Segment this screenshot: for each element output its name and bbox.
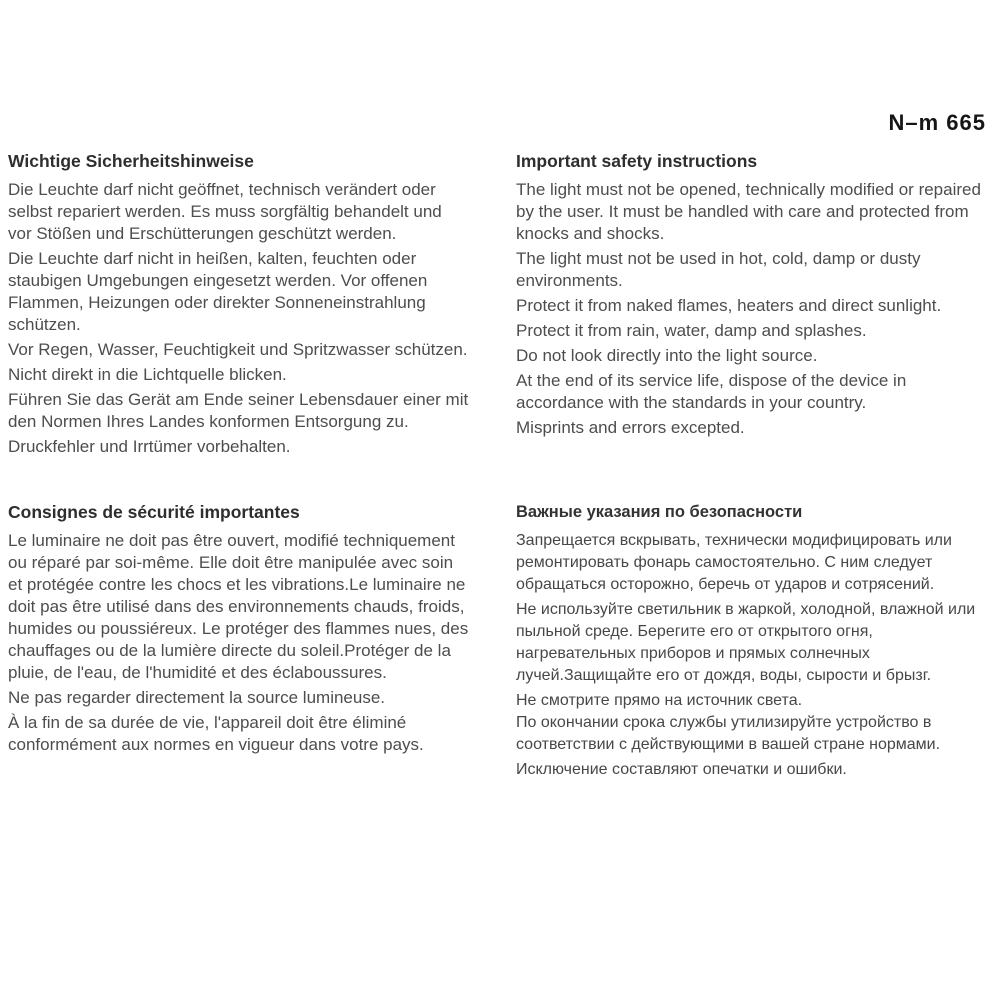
section-russian <box>516 501 994 784</box>
section-french <box>8 501 470 759</box>
sections-grid <box>8 150 994 784</box>
section-german <box>8 150 470 461</box>
paragraph: À la fin de sa durée de vie, l'appareil doit être éliminé conformément aux normes en vigueur dans votre pays. <box>8 713 424 754</box>
paragraph: The light must not be opened, technically modified or repaired by the user. It must be handled with care and protected from knocks and shocks. <box>516 180 981 243</box>
section-title-french: Consignes de sécurité importantes <box>8 502 300 522</box>
paragraph: Protect it from rain, water, damp and splashes. <box>516 321 867 340</box>
section-english <box>516 150 994 442</box>
section-title-english: Important safety instructions <box>516 151 758 171</box>
paragraph: Не используйте светильник в жаркой, холодной, влажной или пыльной среде. Берегите его от открытого огня, нагревательных приборов и прямых солнечных лучей.Защищайте его от дождя, воды, сырости и брызг. <box>516 601 976 684</box>
paragraph: Le luminaire ne doit pas être ouvert, modifié techniquement ou réparé par soi-même. Elle doit être manipulée avec soin et protégée contre les chocs et les vibrations.Le luminaire ne doit pas être utilisé dans des environnements chauds, froids, humides ou poussiéreux. Le protéger des flammes nues, des chauffages ou de la lumière directe du soleil.Protéger de la pluie, de l'eau, de l'humidité et des éclaboussures. <box>8 531 469 682</box>
paragraph: Ne pas regarder directement la source lumineuse. <box>8 688 386 707</box>
paragraph: Druckfehler und Irrtümer vorbehalten. <box>8 437 291 456</box>
paragraph: Führen Sie das Gerät am Ende seiner Lebensdauer einer mit den Normen Ihres Landes konformen Entsorgung zu. <box>8 390 469 431</box>
paragraph: The light must not be used in hot, cold, damp or dusty environments. <box>516 249 921 290</box>
section-title-german: Wichtige Sicherheitshinweise <box>8 151 254 171</box>
paragraph: Не смотрите прямо на источник света. <box>516 692 803 709</box>
paragraph: По окончании срока службы утилизируйте устройство в соответствии с действующими в вашей стране нормами. <box>516 714 941 753</box>
paragraph: Nicht direkt in die Lichtquelle blicken. <box>8 365 287 384</box>
paragraph: Запрещается вскрывать, технически модифицировать или ремонтировать фонарь самостоятельно. С ним следует обращаться осторожно, беречь от ударов и сотрясений. <box>516 532 952 593</box>
paragraph: Die Leuchte darf nicht geöffnet, technisch verändert oder selbst repariert werden. Es muss sorgfältig behandelt und vor Stößen und Erschütterungen geschützt werden. <box>8 180 442 243</box>
paragraph: Die Leuchte darf nicht in heißen, kalten, feuchten oder staubigen Umgebungen eingesetzt werden. Vor offenen Flammen, Heizungen oder direkter Sonneneinstrahlung schützen. <box>8 249 428 334</box>
paragraph: Vor Regen, Wasser, Feuchtigkeit und Spritzwasser schützen. <box>8 340 468 359</box>
product-code: N–m 665 <box>888 110 986 135</box>
paragraph: Protect it from naked flames, heaters and direct sunlight. <box>516 296 942 315</box>
paragraph: Misprints and errors excepted. <box>516 418 745 437</box>
section-title-russian: Важные указания по безопасности <box>516 503 803 521</box>
paragraph: At the end of its service life, dispose of the device in accordance with the standards in your country. <box>516 371 907 412</box>
paragraph: Do not look directly into the light source. <box>516 346 818 365</box>
paragraph: Исключение составляют опечатки и ошибки. <box>516 761 847 778</box>
